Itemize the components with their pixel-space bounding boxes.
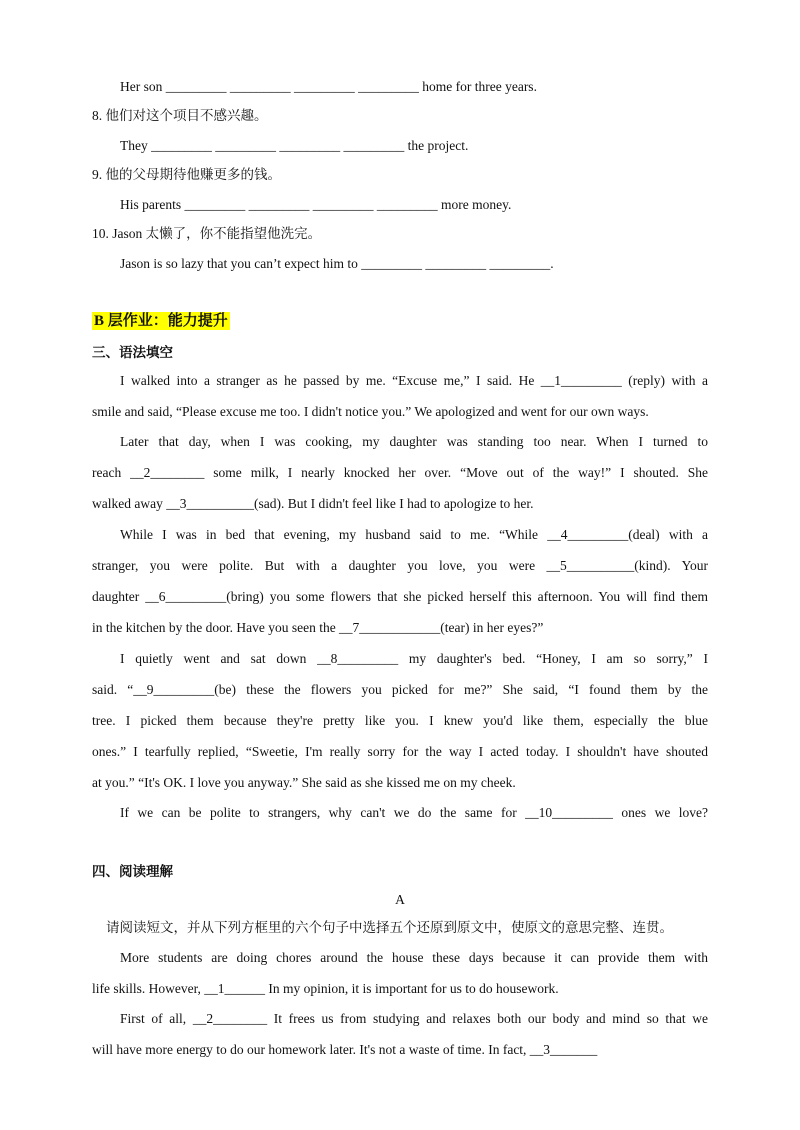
part3-title: 三、语法填空 (92, 345, 173, 360)
para3-line4: in the kitchen by the door. Have you seen the __7____________(tear) in her eyes?” (92, 620, 544, 635)
section-b-highlight: B 层作业：能力提升 (94, 313, 228, 329)
part4-title: 四、阅读理解 (92, 864, 173, 879)
para4-line1: I quietly went and sat down __8_________ my daughter's bed. “Honey, I am so sorry,” I (120, 651, 708, 666)
para3-line1: While I was in bed that evening, my husband said to me. “While __4_________(deal) with a (120, 527, 708, 542)
para4-line4: ones.” I tearfully replied, “Sweetie, I'm really sorry for the way I acted today. I shouldn't have shouted (92, 744, 708, 759)
reading-para1-line1: More students are doing chores around the house these days because it can provide them with (120, 950, 708, 965)
reading-instruction: 请阅读短文，并从下列方框里的六个句子中选择五个还原到原文中，使原文的意思完整、连贯。 (106, 920, 673, 935)
para2-line3: walked away __3__________(sad). But I didn't feel like I had to apologize to her. (92, 496, 534, 511)
question-9: 9. 他的父母期待他赚更多的钱。 (92, 167, 281, 182)
answer-line-8: They _________ _________ _________ _________ the project. (120, 138, 469, 153)
para4-line2: said. “__9_________(be) these the flowers you picked for me?” She said, “I found them by the (92, 682, 708, 697)
reading-para2-line2: will have more energy to do our homework later. It's not a waste of time. In fact, __3_______ (92, 1042, 598, 1057)
question-8: 8. 他们对这个项目不感兴趣。 (92, 108, 268, 123)
para1-line2: smile and said, “Please excuse me too. I didn't notice you.” We apologized and went for our own ways. (92, 404, 649, 419)
para2-line1: Later that day, when I was cooking, my daughter was standing too near. When I turned to (120, 434, 708, 449)
para5-line1: If we can be polite to strangers, why can't we do the same for __10_________ ones we love? (120, 805, 708, 820)
para3-line3: daughter __6_________(bring) you some flowers that she picked herself this afternoon. You will find them (92, 589, 708, 604)
para4-line5: at you.” “It's OK. I love you anyway.” She said as she kissed me on my cheek. (92, 775, 516, 790)
para2-line2: reach __2________ some milk, I nearly knocked her over. “Move out of the way!” I shouted. She (92, 465, 708, 480)
question-10: 10. Jason 太懒了，你不能指望他洗完。 (92, 226, 322, 241)
reading-para1-line2: life skills. However, __1______ In my opinion, it is important for us to do housework. (92, 981, 559, 996)
para3-line2: stranger, you were polite. But with a daughter you love, you were __5__________(kind). Your (92, 558, 708, 573)
passage-label-a: A (395, 892, 405, 907)
para1-line1: I walked into a stranger as he passed by me. “Excuse me,” I said. He __1_________ (reply) with a (120, 373, 708, 388)
answer-line-7: Her son _________ _________ _________ _________ home for three years. (120, 79, 537, 94)
section-b-title (92, 312, 708, 330)
answer-line-9: His parents _________ _________ _________ _________ more money. (120, 197, 512, 212)
para4-line3: tree. I picked them because they're pretty like you. I knew you'd like them, especially the blue (92, 713, 708, 728)
answer-line-10: Jason is so lazy that you can’t expect him to _________ _________ _________. (120, 256, 554, 271)
reading-para2-line1: First of all, __2________ It frees us from studying and relaxes both our body and mind so that we (120, 1011, 708, 1026)
